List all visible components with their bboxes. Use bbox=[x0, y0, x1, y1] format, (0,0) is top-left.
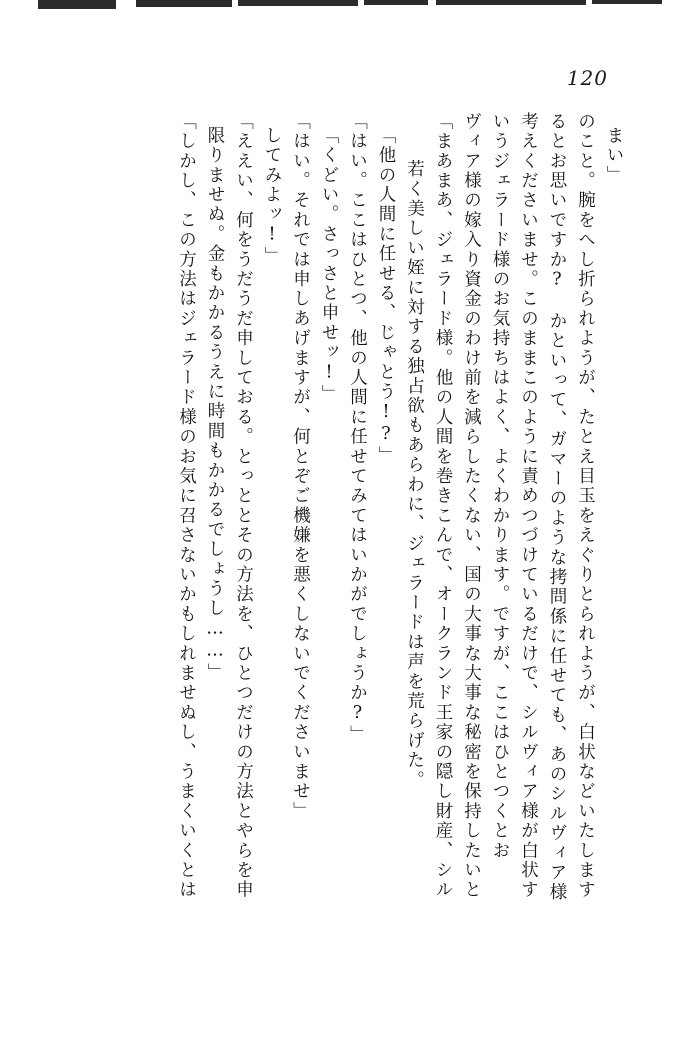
text-column: るとお思いですか? かといって、ガマーのような拷問係に任せても、あのシルヴィア様 bbox=[547, 112, 567, 903]
text-column: 「はい。それでは申しあげますが、何とぞご機嫌を悪くしないでくださいませ」 bbox=[290, 112, 311, 822]
text-column: 「まあまあ、ジェラード様。他の人間を巻きこんで、オークランド王家の隠し財産、シル bbox=[433, 112, 453, 900]
text-column: ヴィア様の嫁入り資金のわけ前を減らしたくない、国の大事な大事な秘密を保持したいと bbox=[461, 112, 482, 900]
text-column: してみよッ!」 bbox=[262, 126, 282, 267]
text-column: 若く美しい姪に対する独占欲もあらわに、ジェラードは声を荒らげた。 bbox=[404, 140, 425, 791]
text-column: 考えくださいませ。このままこのように責めつづけているだけで、シルヴィア様が白状す bbox=[518, 112, 539, 900]
text-column: 「しかし、この方法はジェラード様のお気に召さないかもしれませぬし、うまくいくとは bbox=[176, 112, 197, 900]
text-column: のこと。腕をへし折られようが、たとえ目玉をえぐりとられようが、白状などいたします bbox=[575, 112, 596, 900]
text-column: まい」 bbox=[604, 126, 624, 186]
text-column: 「くどい。さっさと申せッ!」 bbox=[319, 126, 339, 405]
text-column: いうジェラード様のお気持ちはよく、よくわかります。ですが、ここはひとつくとお bbox=[490, 112, 510, 861]
page-number: 120 bbox=[566, 66, 608, 90]
vertical-text-body bbox=[166, 112, 622, 992]
text-column: 限りませぬ。金もかかるうえに時間もかかるでしょうし……」 bbox=[205, 126, 225, 683]
text-column: 「他の人間に任せる、じゃとう!?」 bbox=[376, 126, 396, 466]
text-column: 「ええい、何をうだうだ申しておる。とっととその方法を、ひとつだけの方法とやらを申 bbox=[233, 112, 254, 900]
text-column: 「はい。ここはひとつ、他の人間に任せてみてはいかがでしょうか?」 bbox=[347, 112, 368, 745]
